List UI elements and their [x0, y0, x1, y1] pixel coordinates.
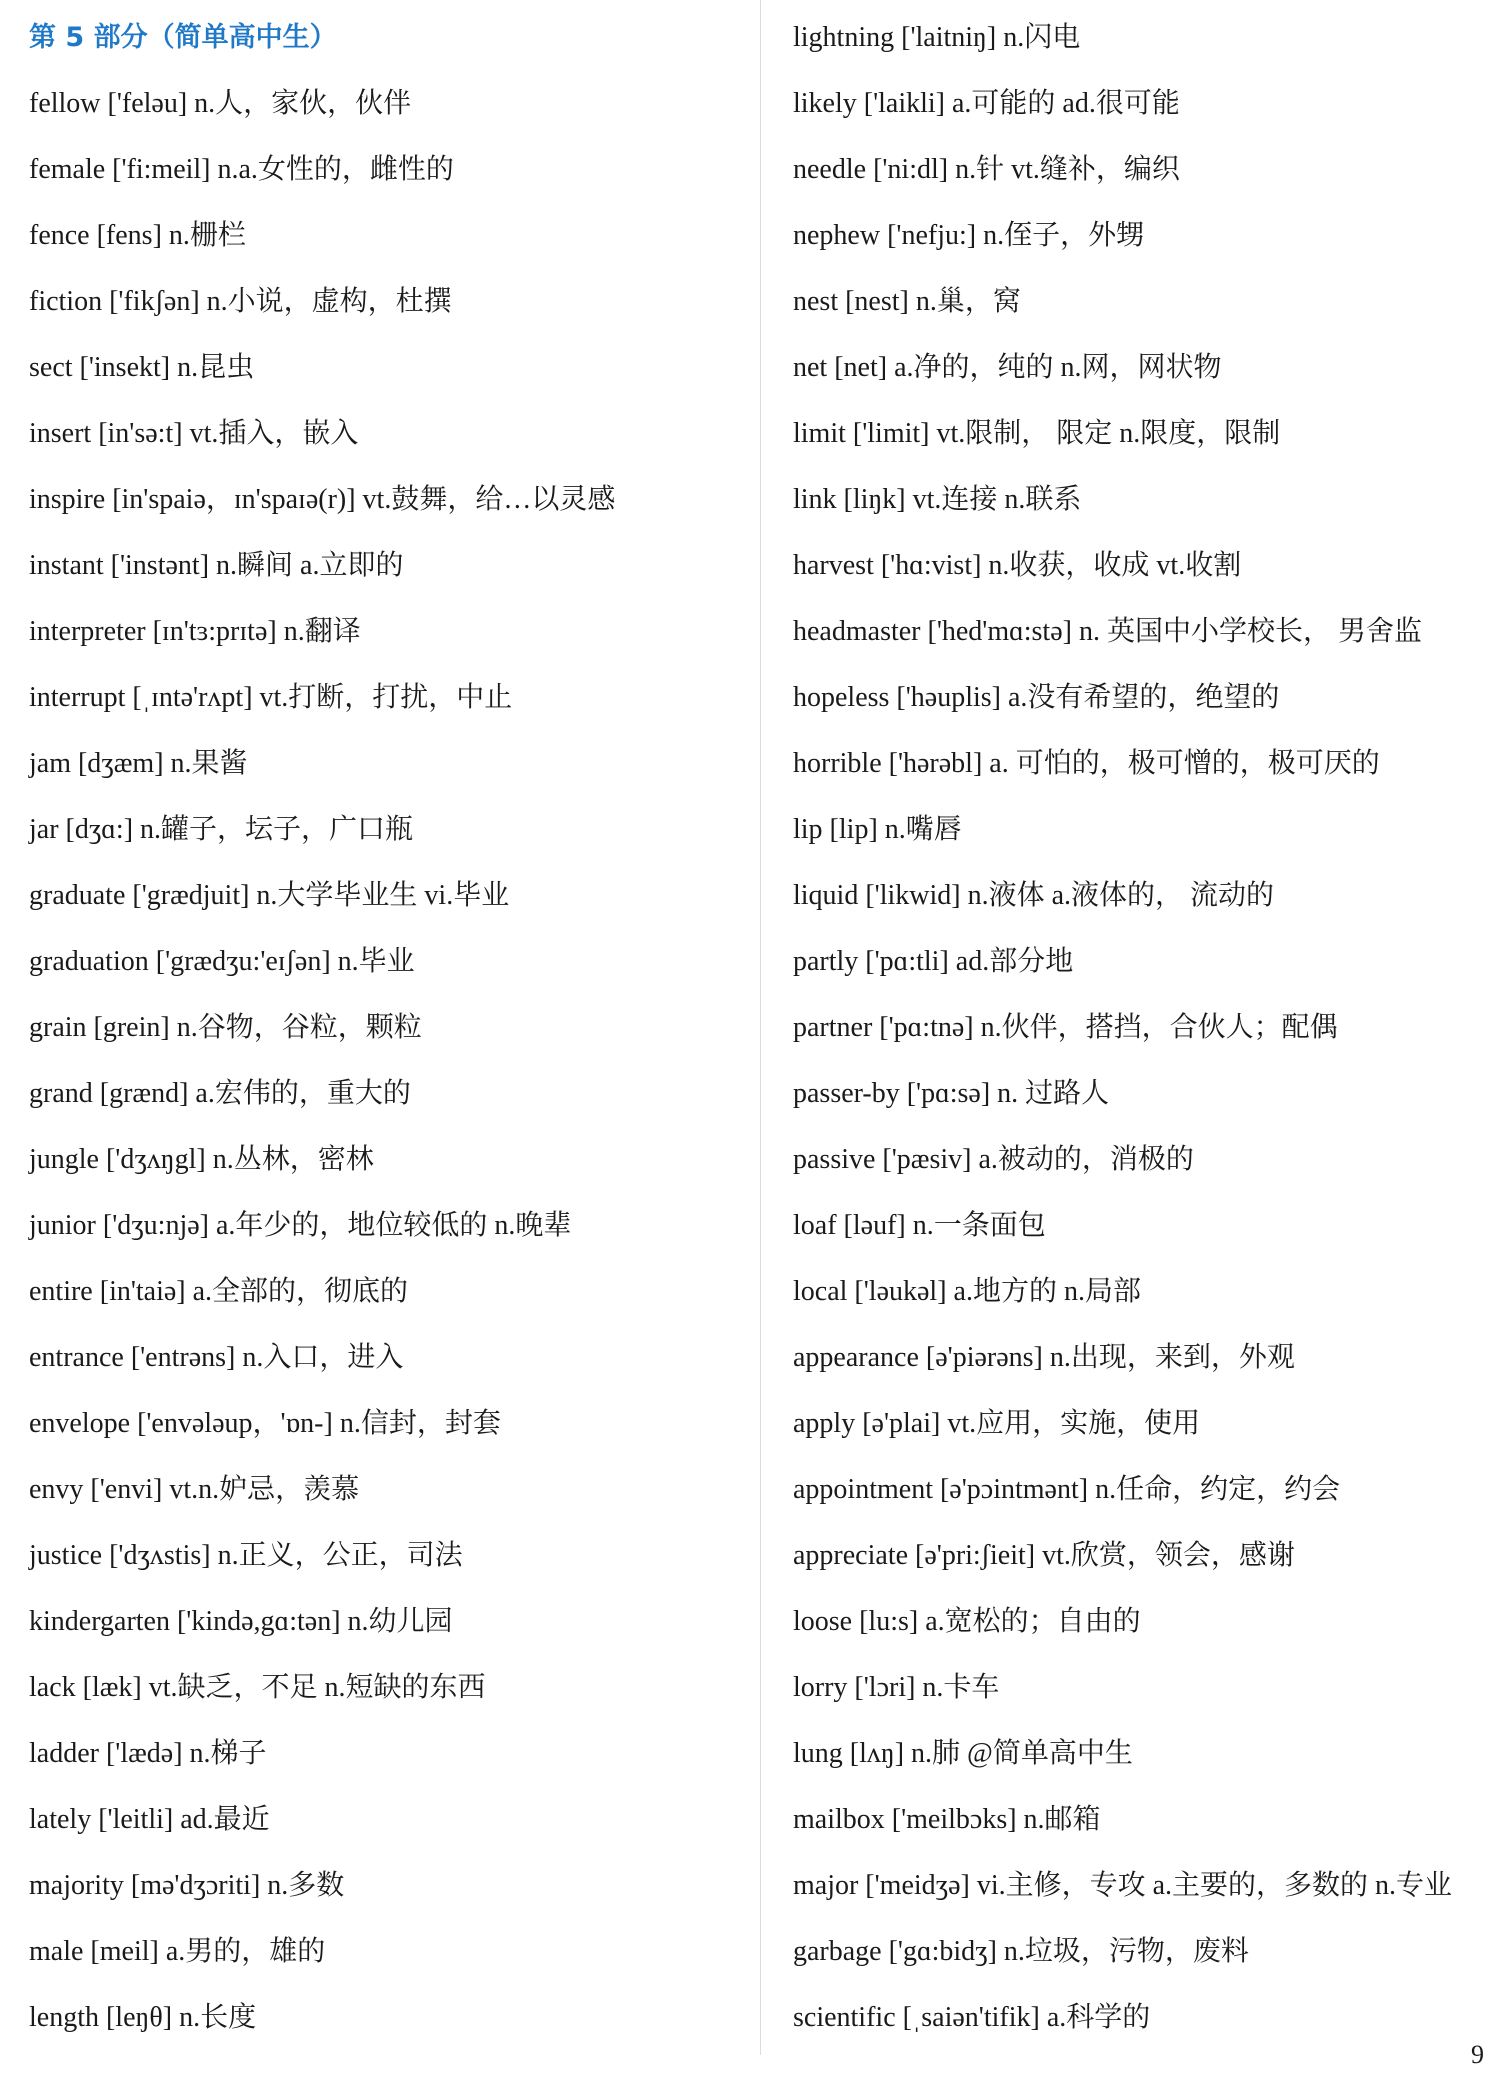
- vocab-entry: harvest ['hɑ:vist] n.收获，收成 vt.收割: [793, 550, 1242, 581]
- vocab-entry: lung [lʌŋ] n.肺 @简单高中生: [793, 1738, 1133, 1769]
- vocab-entry: limit ['limit] vt.限制， 限定 n.限度，限制: [793, 418, 1281, 449]
- vocab-entry: lip [lip] n.嘴唇: [793, 814, 962, 845]
- vocab-entry: major ['meidʒə] vi.主修，专攻 a.主要的，多数的 n.专业: [793, 1870, 1453, 1901]
- vocab-entry: link [liŋk] vt.连接 n.联系: [793, 484, 1082, 515]
- vocab-entry: jam [dʒæm] n.果酱: [29, 748, 248, 779]
- vocab-entry: garbage ['gɑ:bidʒ] n.垃圾，污物，废料: [793, 1936, 1249, 1967]
- vocab-entry: graduate ['grædjuit] n.大学毕业生 vi.毕业: [29, 880, 510, 911]
- section-heading: 第 5 部分（简单高中生）: [29, 22, 337, 53]
- vocab-entry: interrupt [ˌɪntə'rʌpt] vt.打断，打扰，中止: [29, 682, 513, 713]
- vocab-entry: local ['ləukəl] a.地方的 n.局部: [793, 1276, 1141, 1307]
- vocab-entry: grand [grænd] a.宏伟的，重大的: [29, 1078, 411, 1109]
- vocab-entry: lightning ['laitniŋ] n.闪电: [793, 22, 1081, 53]
- vocab-entry: envelope ['envələup，'ɒn-] n.信封，封套: [29, 1408, 501, 1439]
- vocab-entry: scientific [ˌsaiən'tifik] a.科学的: [793, 2002, 1151, 2033]
- vocab-entry: lack [læk] vt.缺乏，不足 n.短缺的东西: [29, 1672, 486, 1703]
- vocab-entry: hopeless ['həuplis] a.没有希望的，绝望的: [793, 682, 1280, 713]
- vocab-entry: justice ['dʒʌstis] n.正义，公正，司法: [29, 1540, 463, 1571]
- vocab-entry: insert [in'sə:t] vt.插入，嵌入: [29, 418, 359, 449]
- vocab-entry: grain [grein] n.谷物，谷粒，颗粒: [29, 1012, 422, 1043]
- vocab-entry: majority [mə'dʒɔriti] n.多数: [29, 1870, 345, 1901]
- vocab-entry: mailbox ['meilbɔks] n.邮箱: [793, 1804, 1101, 1835]
- vocab-entry: interpreter [ɪn'tɜ:prɪtə] n.翻译: [29, 616, 361, 647]
- vocab-entry: envy ['envi] vt.n.妒忌，羡慕: [29, 1474, 360, 1505]
- vocab-entry: male [meil] a.男的，雄的: [29, 1936, 326, 1967]
- vocab-entry: inspire [in'spaiə，ɪn'spaɪə(r)] vt.鼓舞，给…以灵感: [29, 484, 616, 515]
- column-divider: [760, 0, 761, 2055]
- vocab-entry: passive ['pæsiv] a.被动的，消极的: [793, 1144, 1194, 1175]
- vocab-entry: entrance ['entrəns] n.入口，进入: [29, 1342, 404, 1373]
- vocab-entry: kindergarten ['kində,gɑ:tən] n.幼儿园: [29, 1606, 453, 1637]
- vocab-entry: partly ['pɑ:tli] ad.部分地: [793, 946, 1074, 977]
- page-number: 9: [1471, 2040, 1484, 2069]
- vocab-entry: fellow ['feləu] n.人，家伙，伙伴: [29, 88, 412, 119]
- vocab-entry: loaf [ləuf] n.一条面包: [793, 1210, 1046, 1241]
- vocab-entry: liquid ['likwid] n.液体 a.液体的， 流动的: [793, 880, 1275, 911]
- vocab-entry: instant ['instənt] n.瞬间 a.立即的: [29, 550, 404, 581]
- vocab-entry: graduation ['grædʒu:'eɪʃən] n.毕业: [29, 946, 415, 977]
- vocab-entry: ladder ['lædə] n.梯子: [29, 1738, 267, 1769]
- vocab-entry: apply [ə'plai] vt.应用，实施，使用: [793, 1408, 1201, 1439]
- vocab-entry: female ['fi:meil] n.a.女性的，雌性的: [29, 154, 454, 185]
- vocab-entry: jar [dʒɑ:] n.罐子，坛子，广口瓶: [29, 814, 414, 845]
- vocab-entry: entire [in'taiə] a.全部的，彻底的: [29, 1276, 409, 1307]
- vocab-entry: lorry ['lɔri] n.卡车: [793, 1672, 1000, 1703]
- vocab-entry: headmaster ['hed'mɑ:stə] n. 英国中小学校长， 男舍监: [793, 616, 1422, 647]
- vocab-entry: loose [lu:s] a.宽松的；自由的: [793, 1606, 1141, 1637]
- vocab-entry: partner ['pɑ:tnə] n.伙伴，搭挡，合伙人；配偶: [793, 1012, 1338, 1043]
- left-column: [29, 16, 749, 2062]
- vocab-entry: lately ['leitli] ad.最近: [29, 1804, 270, 1835]
- vocab-entry: fence [fens] n.栅栏: [29, 220, 246, 251]
- vocab-entry: passer-by ['pɑ:sə] n. 过路人: [793, 1078, 1110, 1109]
- vocab-entry: jungle ['dʒʌŋgl] n.丛林，密林: [29, 1144, 374, 1175]
- right-column: [793, 16, 1500, 2062]
- vocab-entry: junior ['dʒu:njə] a.年少的，地位较低的 n.晚辈: [29, 1210, 572, 1241]
- vocab-entry: net [net] a.净的，纯的 n.网，网状物: [793, 352, 1222, 383]
- vocab-entry: nest [nest] n.巢，窝: [793, 286, 1021, 317]
- vocab-entry: needle ['ni:dl] n.针 vt.缝补，编织: [793, 154, 1180, 185]
- vocab-entry: appreciate [ə'pri:ʃieit] vt.欣赏，领会，感谢: [793, 1540, 1295, 1571]
- vocab-entry: fiction ['fikʃən] n.小说，虚构，杜撰: [29, 286, 452, 317]
- vocab-entry: nephew ['nefju:] n.侄子，外甥: [793, 220, 1145, 251]
- vocab-entry: length [leŋθ] n.长度: [29, 2002, 257, 2033]
- vocab-entry: appointment [ə'pɔintmənt] n.任命，约定，约会: [793, 1474, 1341, 1505]
- vocab-entry: likely ['laikli] a.可能的 ad.很可能: [793, 88, 1180, 119]
- vocab-entry: appearance [ə'piərəns] n.出现，来到，外观: [793, 1342, 1295, 1373]
- vocab-entry: horrible ['hərəbl] a. 可怕的，极可憎的，极可厌的: [793, 748, 1380, 779]
- vocab-entry: sect ['insekt] n.昆虫: [29, 352, 255, 383]
